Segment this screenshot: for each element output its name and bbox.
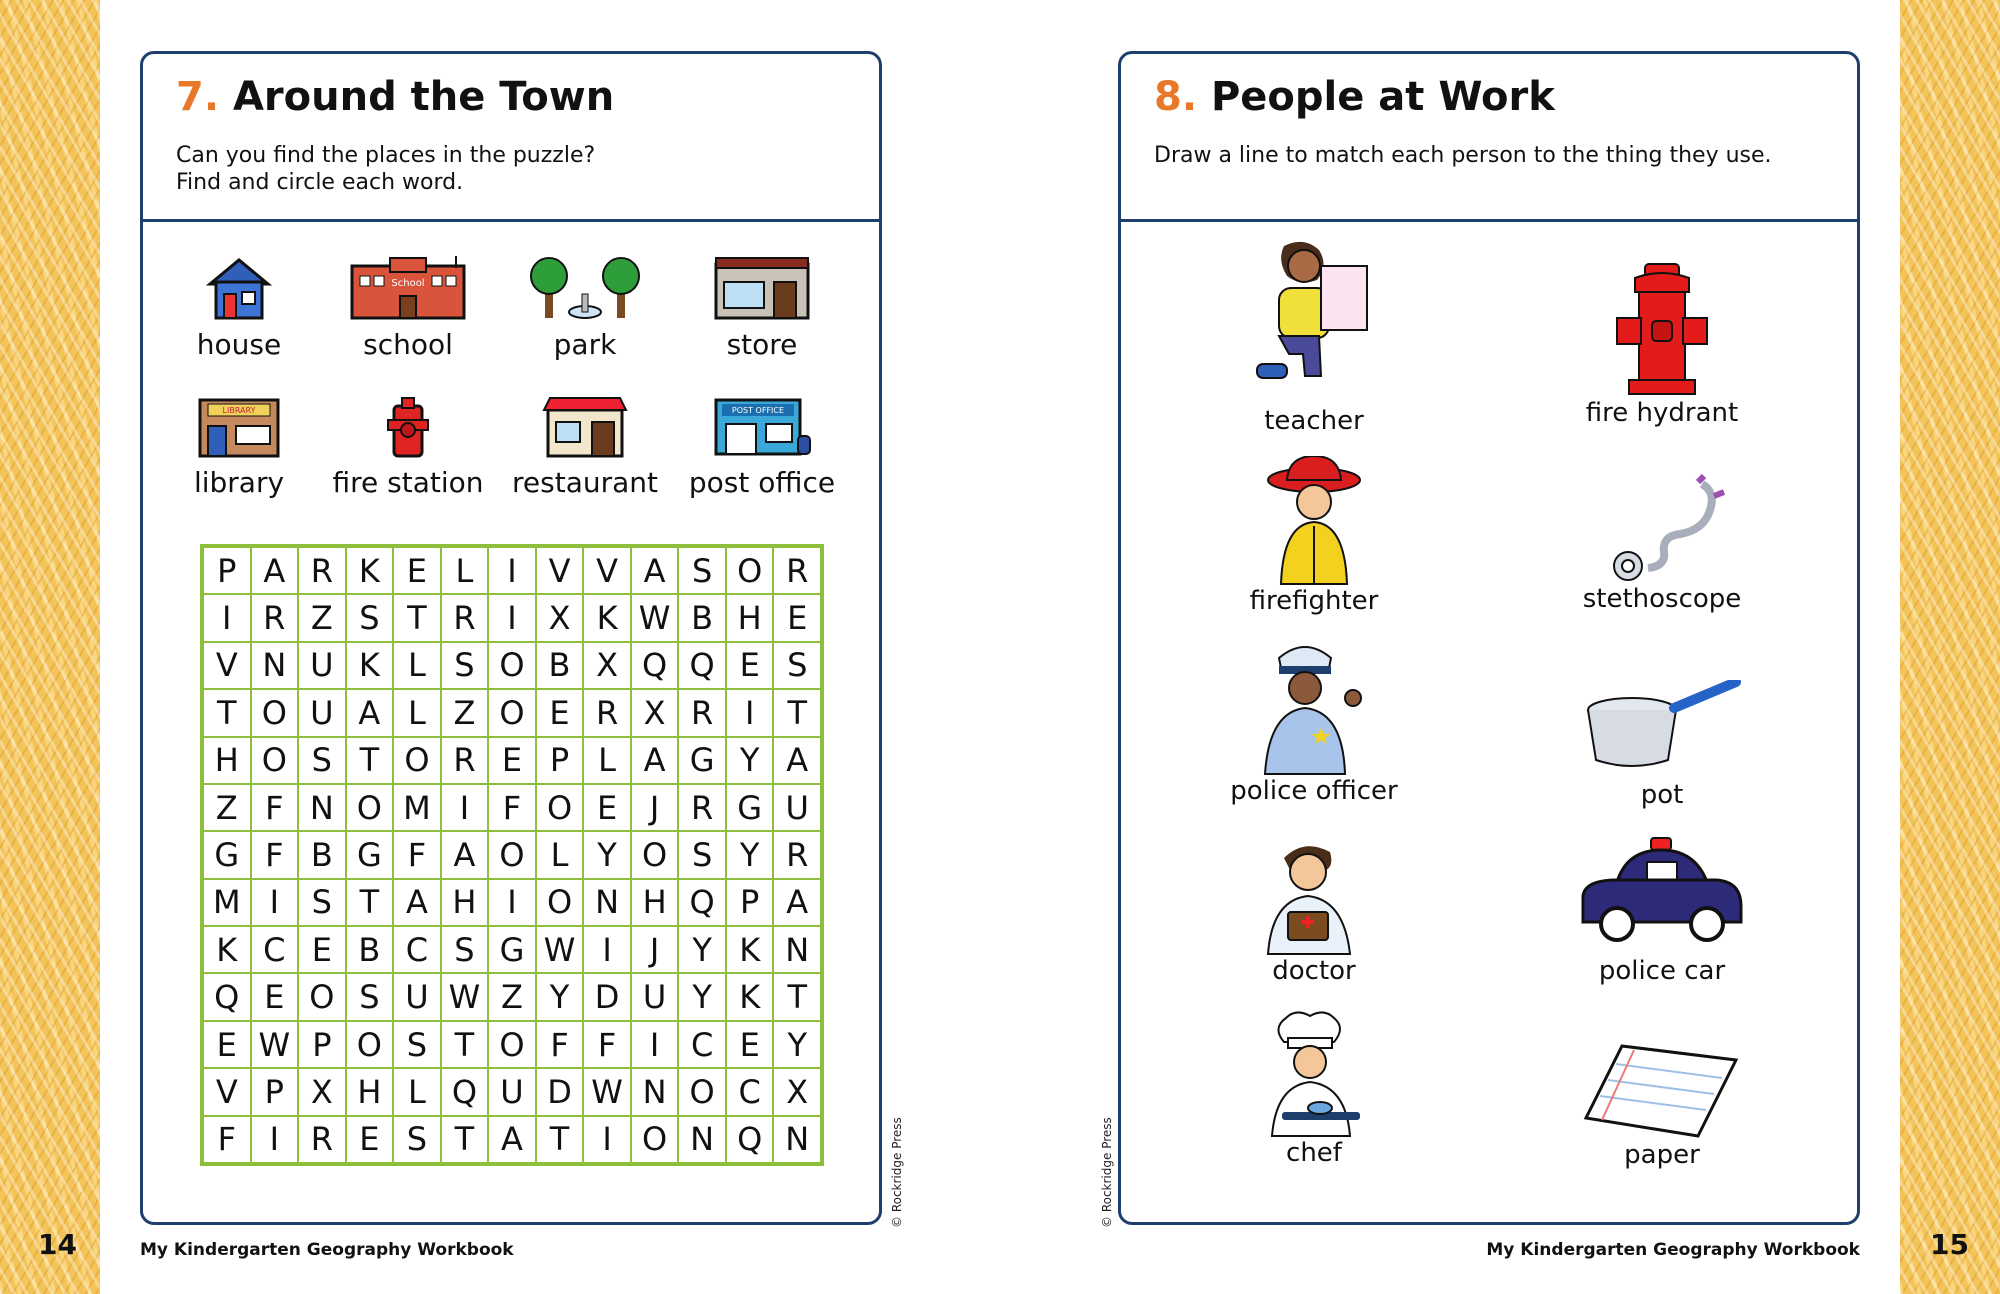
letter-cell[interactable]: S bbox=[346, 594, 394, 641]
letter-cell[interactable]: O bbox=[346, 1021, 394, 1068]
letter-cell[interactable]: N bbox=[773, 1116, 821, 1163]
letter-cell[interactable]: T bbox=[346, 879, 394, 926]
letter-cell[interactable]: O bbox=[298, 973, 346, 1020]
letter-cell[interactable]: O bbox=[678, 1068, 726, 1115]
letter-cell[interactable]: L bbox=[393, 1068, 441, 1115]
letter-cell[interactable]: T bbox=[441, 1021, 489, 1068]
chef-icon bbox=[1254, 1008, 1374, 1138]
place-label: restaurant bbox=[512, 466, 658, 499]
activity-8-header bbox=[1121, 54, 1857, 222]
letter-cell[interactable]: K bbox=[583, 594, 631, 641]
letter-cell[interactable]: X bbox=[536, 594, 584, 641]
place-label: house bbox=[196, 328, 282, 361]
school-icon bbox=[348, 254, 468, 324]
place-house bbox=[154, 254, 324, 361]
letter-cell[interactable]: S bbox=[678, 547, 726, 594]
library-sign: LIBRARY bbox=[222, 406, 256, 415]
firefighter-icon bbox=[1259, 456, 1369, 586]
copyright-right: © Rockridge Press bbox=[1100, 1117, 1114, 1228]
letter-cell[interactable]: B bbox=[536, 642, 584, 689]
letter-cell[interactable]: A bbox=[773, 879, 821, 926]
letter-cell[interactable]: T bbox=[773, 973, 821, 1020]
place-label: library bbox=[193, 466, 285, 499]
letter-cell[interactable]: G bbox=[726, 784, 774, 831]
letter-cell[interactable]: V bbox=[536, 547, 584, 594]
letter-cell[interactable]: E bbox=[536, 689, 584, 736]
thing-pot[interactable] bbox=[1532, 680, 1792, 810]
activity-7-header bbox=[143, 54, 879, 222]
letter-cell[interactable]: O bbox=[346, 784, 394, 831]
letter-cell[interactable]: Y bbox=[678, 973, 726, 1020]
letter-cell[interactable]: F bbox=[536, 1021, 584, 1068]
letter-cell[interactable]: G bbox=[488, 926, 536, 973]
footer-title-left: My Kindergarten Geography Workbook bbox=[140, 1240, 514, 1260]
person-label: firefighter bbox=[1249, 586, 1379, 616]
letter-cell[interactable]: X bbox=[773, 1068, 821, 1115]
letter-cell[interactable]: P bbox=[726, 879, 774, 926]
letter-cell[interactable]: F bbox=[251, 831, 299, 878]
letter-cell[interactable]: E bbox=[583, 784, 631, 831]
letter-cell[interactable]: P bbox=[298, 1021, 346, 1068]
letter-cell[interactable]: G bbox=[678, 737, 726, 784]
letter-cell[interactable]: Z bbox=[488, 973, 536, 1020]
place-school bbox=[323, 254, 493, 361]
letter-cell[interactable]: Y bbox=[678, 926, 726, 973]
letter-cell[interactable]: A bbox=[773, 737, 821, 784]
letter-cell[interactable]: Y bbox=[726, 737, 774, 784]
letter-cell[interactable]: K bbox=[346, 547, 394, 594]
letter-cell[interactable]: A bbox=[346, 689, 394, 736]
police-car-icon bbox=[1577, 836, 1747, 956]
person-police-officer[interactable] bbox=[1184, 636, 1444, 806]
letter-cell[interactable]: E bbox=[726, 1021, 774, 1068]
place-store bbox=[677, 254, 847, 361]
doctor-icon bbox=[1254, 836, 1374, 956]
store-icon bbox=[712, 254, 812, 324]
letter-cell[interactable]: O bbox=[488, 1021, 536, 1068]
teacher-icon bbox=[1249, 236, 1379, 406]
place-park bbox=[500, 254, 670, 361]
letter-cell[interactable]: F bbox=[203, 1116, 251, 1163]
letter-cell[interactable]: K bbox=[203, 926, 251, 973]
thing-stethoscope[interactable] bbox=[1532, 474, 1792, 614]
letter-cell[interactable]: U bbox=[298, 689, 346, 736]
letter-cell[interactable]: X bbox=[631, 689, 679, 736]
letter-cell[interactable]: V bbox=[203, 1068, 251, 1115]
word-search-grid bbox=[200, 544, 824, 1166]
letter-cell[interactable]: I bbox=[441, 784, 489, 831]
restaurant-icon bbox=[540, 392, 630, 462]
letter-cell[interactable]: R bbox=[298, 547, 346, 594]
letter-cell[interactable]: C bbox=[251, 926, 299, 973]
letter-cell[interactable]: H bbox=[441, 879, 489, 926]
thing-label: paper bbox=[1624, 1140, 1700, 1170]
letter-cell[interactable]: R bbox=[678, 784, 726, 831]
letter-cell[interactable]: W bbox=[631, 594, 679, 641]
letter-cell[interactable]: H bbox=[346, 1068, 394, 1115]
post-office-icon bbox=[712, 392, 812, 462]
school-sign: School bbox=[391, 278, 425, 289]
letter-cell[interactable]: O bbox=[251, 737, 299, 784]
letter-cell[interactable]: C bbox=[393, 926, 441, 973]
person-label: doctor bbox=[1272, 956, 1356, 986]
thing-label: pot bbox=[1640, 780, 1684, 810]
letter-cell[interactable]: N bbox=[298, 784, 346, 831]
letter-cell[interactable]: G bbox=[203, 831, 251, 878]
letter-cell[interactable]: I bbox=[631, 1021, 679, 1068]
letter-cell[interactable]: L bbox=[583, 737, 631, 784]
letter-cell[interactable]: W bbox=[583, 1068, 631, 1115]
activity-title: Around the Town bbox=[232, 74, 615, 120]
letter-cell[interactable]: O bbox=[251, 689, 299, 736]
letter-cell[interactable]: M bbox=[393, 784, 441, 831]
letter-cell[interactable]: O bbox=[631, 831, 679, 878]
letter-cell[interactable]: A bbox=[441, 831, 489, 878]
letter-cell[interactable]: S bbox=[441, 642, 489, 689]
page-number-right: 15 bbox=[1930, 1228, 1969, 1261]
letter-cell[interactable]: R bbox=[583, 689, 631, 736]
letter-cell[interactable]: O bbox=[631, 1116, 679, 1163]
letter-cell[interactable]: Y bbox=[726, 831, 774, 878]
thing-label: police car bbox=[1598, 956, 1726, 986]
letter-cell[interactable]: R bbox=[298, 1116, 346, 1163]
letter-cell[interactable]: B bbox=[346, 926, 394, 973]
letter-cell[interactable]: C bbox=[726, 1068, 774, 1115]
activity-7-title bbox=[176, 74, 614, 120]
letter-cell[interactable]: S bbox=[298, 879, 346, 926]
person-firefighter[interactable] bbox=[1184, 456, 1444, 616]
letter-cell[interactable]: T bbox=[346, 737, 394, 784]
person-doctor[interactable] bbox=[1184, 836, 1444, 986]
letter-cell[interactable]: S bbox=[678, 831, 726, 878]
letter-cell[interactable]: P bbox=[203, 547, 251, 594]
place-label: post office bbox=[688, 466, 836, 499]
letter-cell[interactable]: W bbox=[536, 926, 584, 973]
letter-cell[interactable]: Q bbox=[678, 879, 726, 926]
instruction-line-2: Find and circle each word. bbox=[176, 170, 464, 195]
thing-fire-hydrant[interactable] bbox=[1532, 262, 1792, 428]
thing-label: stethoscope bbox=[1582, 584, 1742, 614]
post-office-sign: POST OFFICE bbox=[731, 406, 785, 415]
letter-cell[interactable]: I bbox=[251, 879, 299, 926]
letter-cell[interactable]: T bbox=[773, 689, 821, 736]
letter-cell[interactable]: A bbox=[631, 737, 679, 784]
letter-cell[interactable]: T bbox=[441, 1116, 489, 1163]
letter-cell[interactable]: E bbox=[773, 594, 821, 641]
letter-cell[interactable]: A bbox=[488, 1116, 536, 1163]
activity-number: 7. bbox=[176, 74, 220, 120]
crayon-border-left bbox=[0, 0, 100, 1294]
letter-cell[interactable]: K bbox=[726, 973, 774, 1020]
letter-cell[interactable]: T bbox=[203, 689, 251, 736]
letter-cell[interactable]: W bbox=[251, 1021, 299, 1068]
page-number-left: 14 bbox=[38, 1228, 77, 1261]
letter-cell[interactable]: W bbox=[441, 973, 489, 1020]
place-label: park bbox=[553, 328, 617, 361]
letter-cell[interactable]: I bbox=[726, 689, 774, 736]
letter-cell[interactable]: E bbox=[298, 926, 346, 973]
letter-cell[interactable]: S bbox=[298, 737, 346, 784]
letter-cell[interactable]: I bbox=[488, 547, 536, 594]
letter-cell[interactable]: V bbox=[583, 547, 631, 594]
letter-cell[interactable]: X bbox=[298, 1068, 346, 1115]
letter-cell[interactable]: D bbox=[583, 973, 631, 1020]
place-library bbox=[154, 392, 324, 499]
place-fire-station bbox=[323, 392, 493, 499]
letter-cell[interactable]: L bbox=[441, 547, 489, 594]
letter-cell[interactable]: K bbox=[346, 642, 394, 689]
letter-cell[interactable]: T bbox=[536, 1116, 584, 1163]
activity-number: 8. bbox=[1154, 74, 1198, 120]
letter-cell[interactable]: E bbox=[488, 737, 536, 784]
instruction-line-1: Can you find the places in the puzzle? bbox=[176, 143, 596, 168]
letter-cell[interactable]: U bbox=[773, 784, 821, 831]
letter-cell[interactable]: A bbox=[631, 547, 679, 594]
letter-cell[interactable]: S bbox=[393, 1021, 441, 1068]
letter-cell[interactable]: V bbox=[203, 642, 251, 689]
letter-cell[interactable]: G bbox=[346, 831, 394, 878]
paper-icon bbox=[1582, 1040, 1742, 1140]
letter-cell[interactable]: U bbox=[488, 1068, 536, 1115]
crayon-border-right bbox=[1900, 0, 2000, 1294]
letter-cell[interactable]: O bbox=[536, 784, 584, 831]
letter-cell[interactable]: R bbox=[441, 594, 489, 641]
fire-station-icon bbox=[378, 392, 438, 462]
letter-cell[interactable]: X bbox=[583, 642, 631, 689]
police-officer-icon bbox=[1249, 636, 1379, 776]
letter-cell[interactable]: H bbox=[631, 879, 679, 926]
letter-cell[interactable]: N bbox=[583, 879, 631, 926]
letter-cell[interactable]: N bbox=[773, 926, 821, 973]
letter-cell[interactable]: I bbox=[203, 594, 251, 641]
letter-cell[interactable]: P bbox=[536, 737, 584, 784]
letter-cell[interactable]: S bbox=[393, 1116, 441, 1163]
letter-cell[interactable]: U bbox=[393, 973, 441, 1020]
letter-cell[interactable]: A bbox=[393, 879, 441, 926]
letter-cell[interactable]: F bbox=[251, 784, 299, 831]
letter-cell[interactable]: I bbox=[488, 594, 536, 641]
letter-cell[interactable]: N bbox=[678, 1116, 726, 1163]
thing-paper[interactable] bbox=[1532, 1040, 1792, 1170]
letter-cell[interactable]: O bbox=[488, 831, 536, 878]
letter-cell[interactable]: R bbox=[773, 547, 821, 594]
letter-cell[interactable]: N bbox=[631, 1068, 679, 1115]
letter-cell[interactable]: E bbox=[393, 547, 441, 594]
letter-cell[interactable]: I bbox=[583, 926, 631, 973]
letter-cell[interactable]: I bbox=[251, 1116, 299, 1163]
library-icon bbox=[194, 392, 284, 462]
letter-cell[interactable]: A bbox=[251, 547, 299, 594]
place-post-office bbox=[677, 392, 847, 499]
letter-cell[interactable]: Z bbox=[298, 594, 346, 641]
letter-cell[interactable]: K bbox=[726, 926, 774, 973]
letter-cell[interactable]: Q bbox=[726, 1116, 774, 1163]
letter-cell[interactable]: L bbox=[536, 831, 584, 878]
letter-cell[interactable]: Q bbox=[678, 642, 726, 689]
letter-cell[interactable]: F bbox=[393, 831, 441, 878]
letter-cell[interactable]: O bbox=[536, 879, 584, 926]
person-label: teacher bbox=[1264, 406, 1364, 436]
letter-cell[interactable]: E bbox=[203, 1021, 251, 1068]
activity-8-title bbox=[1154, 74, 1555, 120]
letter-cell[interactable]: J bbox=[631, 926, 679, 973]
letter-cell[interactable]: Q bbox=[441, 1068, 489, 1115]
letter-cell[interactable]: D bbox=[536, 1068, 584, 1115]
pot-icon bbox=[1582, 680, 1742, 780]
letter-cell[interactable]: E bbox=[726, 642, 774, 689]
person-label: chef bbox=[1286, 1138, 1342, 1168]
letter-cell[interactable]: M bbox=[203, 879, 251, 926]
place-label: store bbox=[726, 328, 798, 361]
person-teacher[interactable] bbox=[1184, 236, 1444, 436]
place-restaurant bbox=[500, 392, 670, 499]
letter-cell[interactable]: Z bbox=[203, 784, 251, 831]
letter-cell[interactable]: U bbox=[298, 642, 346, 689]
thing-police-car[interactable] bbox=[1532, 836, 1792, 986]
letter-cell[interactable]: Y bbox=[583, 831, 631, 878]
letter-cell[interactable]: R bbox=[678, 689, 726, 736]
letter-cell[interactable]: J bbox=[631, 784, 679, 831]
letter-cell[interactable]: I bbox=[488, 879, 536, 926]
letter-cell[interactable]: P bbox=[251, 1068, 299, 1115]
letter-cell[interactable]: N bbox=[251, 642, 299, 689]
letter-cell[interactable]: Z bbox=[441, 689, 489, 736]
letter-cell[interactable]: B bbox=[678, 594, 726, 641]
letter-cell[interactable]: B bbox=[298, 831, 346, 878]
letter-cell[interactable]: S bbox=[441, 926, 489, 973]
letter-cell[interactable]: O bbox=[488, 689, 536, 736]
park-icon bbox=[525, 254, 645, 324]
letter-cell[interactable]: O bbox=[488, 642, 536, 689]
letter-cell[interactable]: Q bbox=[631, 642, 679, 689]
letter-cell[interactable]: Y bbox=[773, 1021, 821, 1068]
letter-cell[interactable]: O bbox=[393, 737, 441, 784]
stethoscope-icon bbox=[1592, 474, 1732, 584]
house-icon bbox=[204, 254, 274, 324]
letter-cell[interactable]: L bbox=[393, 689, 441, 736]
letter-cell[interactable]: R bbox=[441, 737, 489, 784]
place-label: fire station bbox=[332, 466, 484, 499]
letter-cell[interactable]: T bbox=[393, 594, 441, 641]
fire-hydrant-icon bbox=[1607, 262, 1717, 398]
letter-cell[interactable]: U bbox=[631, 973, 679, 1020]
letter-cell[interactable]: Q bbox=[203, 973, 251, 1020]
letter-cell[interactable]: H bbox=[726, 594, 774, 641]
letter-cell[interactable]: H bbox=[203, 737, 251, 784]
person-chef[interactable] bbox=[1184, 1008, 1444, 1168]
letter-cell[interactable]: F bbox=[583, 1021, 631, 1068]
activity-title: People at Work bbox=[1210, 74, 1555, 120]
letter-cell[interactable]: F bbox=[488, 784, 536, 831]
letter-cell[interactable]: O bbox=[726, 547, 774, 594]
thing-label: fire hydrant bbox=[1585, 398, 1739, 428]
letter-cell[interactable]: Y bbox=[536, 973, 584, 1020]
letter-cell[interactable]: R bbox=[251, 594, 299, 641]
instruction: Draw a line to match each person to the thing they use. bbox=[1154, 143, 1772, 168]
place-label: school bbox=[363, 328, 453, 361]
person-label: police officer bbox=[1230, 776, 1398, 806]
letter-cell[interactable]: S bbox=[773, 642, 821, 689]
letter-cell[interactable]: I bbox=[583, 1116, 631, 1163]
letter-cell[interactable]: S bbox=[346, 973, 394, 1020]
footer-title-right: My Kindergarten Geography Workbook bbox=[1486, 1240, 1860, 1260]
letter-cell[interactable]: C bbox=[678, 1021, 726, 1068]
letter-cell[interactable]: E bbox=[346, 1116, 394, 1163]
copyright-left: © Rockridge Press bbox=[890, 1117, 904, 1228]
letter-cell[interactable]: R bbox=[773, 831, 821, 878]
letter-cell[interactable]: E bbox=[251, 973, 299, 1020]
letter-cell[interactable]: L bbox=[393, 642, 441, 689]
